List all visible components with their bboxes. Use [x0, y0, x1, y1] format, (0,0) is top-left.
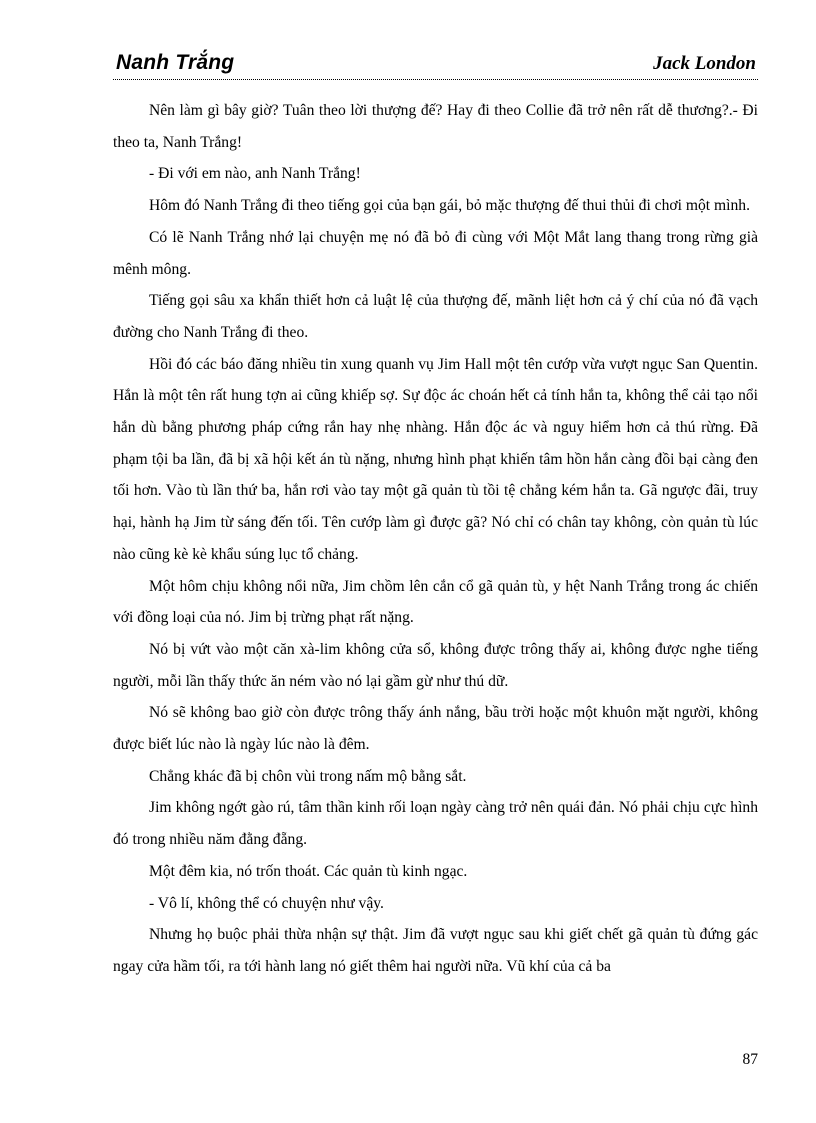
page-header: [113, 51, 758, 80]
paragraph-5: Tiếng gọi sâu xa khẩn thiết hơn cả luật lệ của thượng đế, mãnh liệt hơn cả ý chí của nó đã vạch đường cho Nanh Trắng đi theo.: [113, 292, 758, 341]
paragraph-11: Jim không ngớt gào rú, tâm thần kinh rối loạn ngày càng trở nên quái đản. Nó phải chịu cực hình đó trong nhiều năm đằng đẵng.: [113, 799, 758, 849]
paragraph-9: Nó sẽ không bao giờ còn được trông thấy ánh nắng, bầu trời hoặc một khuôn mặt người, không được biết lúc nào là ngày lúc nào là đêm.: [113, 704, 758, 754]
paragraph-2: - Đi với em nào, anh Nanh Trắng!: [149, 165, 361, 183]
paragraph-1: Nên làm gì bây giờ? Tuân theo lời thượng đế? Hay đi theo Collie đã trở nên rất dễ thương?.- Đi theo ta, Nanh Trắng!: [113, 102, 758, 151]
paragraph-3: Hôm đó Nanh Trắng đi theo tiếng gọi của bạn gái, bỏ mặc thượng đế thui thủi đi chơi một mình.: [149, 197, 750, 215]
paragraph-4: Có lẽ Nanh Trắng nhớ lại chuyện mẹ nó đã bỏ đi cùng với Một Mắt lang thang trong rừng già mênh mông.: [113, 228, 758, 278]
paragraph-13: - Vô lí, không thể có chuyện như vậy.: [149, 894, 384, 912]
paragraph-7: Một hôm chịu không nổi nữa, Jim chồm lên cắn cổ gã quản tù, y hệt Nanh Trắng trong ác chiến với đồng loại của nó. Jim bị trừng phạt rất nặng.: [113, 577, 758, 627]
paragraph-14: Nhưng họ buộc phải thừa nhận sự thật. Jim đã vượt ngục sau khi giết chết gã quản tù đứng gác ngay cửa hầm tối, ra tới hành lang nó giết thêm hai người nữa. Vũ khí của cả ba: [113, 926, 758, 975]
book-title: Nanh Trắng: [116, 51, 235, 74]
page-number: 87: [742, 1051, 758, 1068]
paragraph-12: Một đêm kia, nó trốn thoát. Các quản tù kinh ngạc.: [149, 862, 468, 880]
paragraph-6: Hồi đó các báo đăng nhiều tin xung quanh vụ Jim Hall một tên cướp vừa vượt ngục San Quentin. Hắn là một tên rất hung tợn ai cũng khiếp sợ. Sự độc ác choán hết cả tính hắn ta, không thể cải tạo nổi hắn dù bằng phương pháp cứng rắn hay nhẹ nhàng. Hắn độc ác và nguy hiểm hơn cả thú rừng. Đã phạm tội ba lần, đã bị xã hội kết án tù nặng, nhưng hình phạt khiến tâm hồn hắn càng đồi bại càng đen tối hơn. Vào tù lần thứ ba, hắn rơi vào tay một gã quản tù tồi tệ chẳng kém hắn ta. Gã ngược đãi, truy hại, hành hạ Jim từ sáng đến tối. Tên cướp làm gì được gã? Nó chỉ có chân tay không, còn quản tù lúc nào cũng kè kè khẩu súng lục tổ chảng.: [113, 355, 758, 563]
book-author: Jack London: [653, 53, 756, 74]
paragraph-10: Chẳng khác đã bị chôn vùi trong nấm mộ bằng sắt.: [149, 767, 467, 785]
page-body: [113, 95, 758, 983]
paragraph-8: Nó bị vứt vào một căn xà-lim không cửa sổ, không được trông thấy ai, không được nghe tiếng người, mỗi lần thấy thức ăn ném vào nó lại gầm gừ như thú dữ.: [113, 640, 758, 690]
